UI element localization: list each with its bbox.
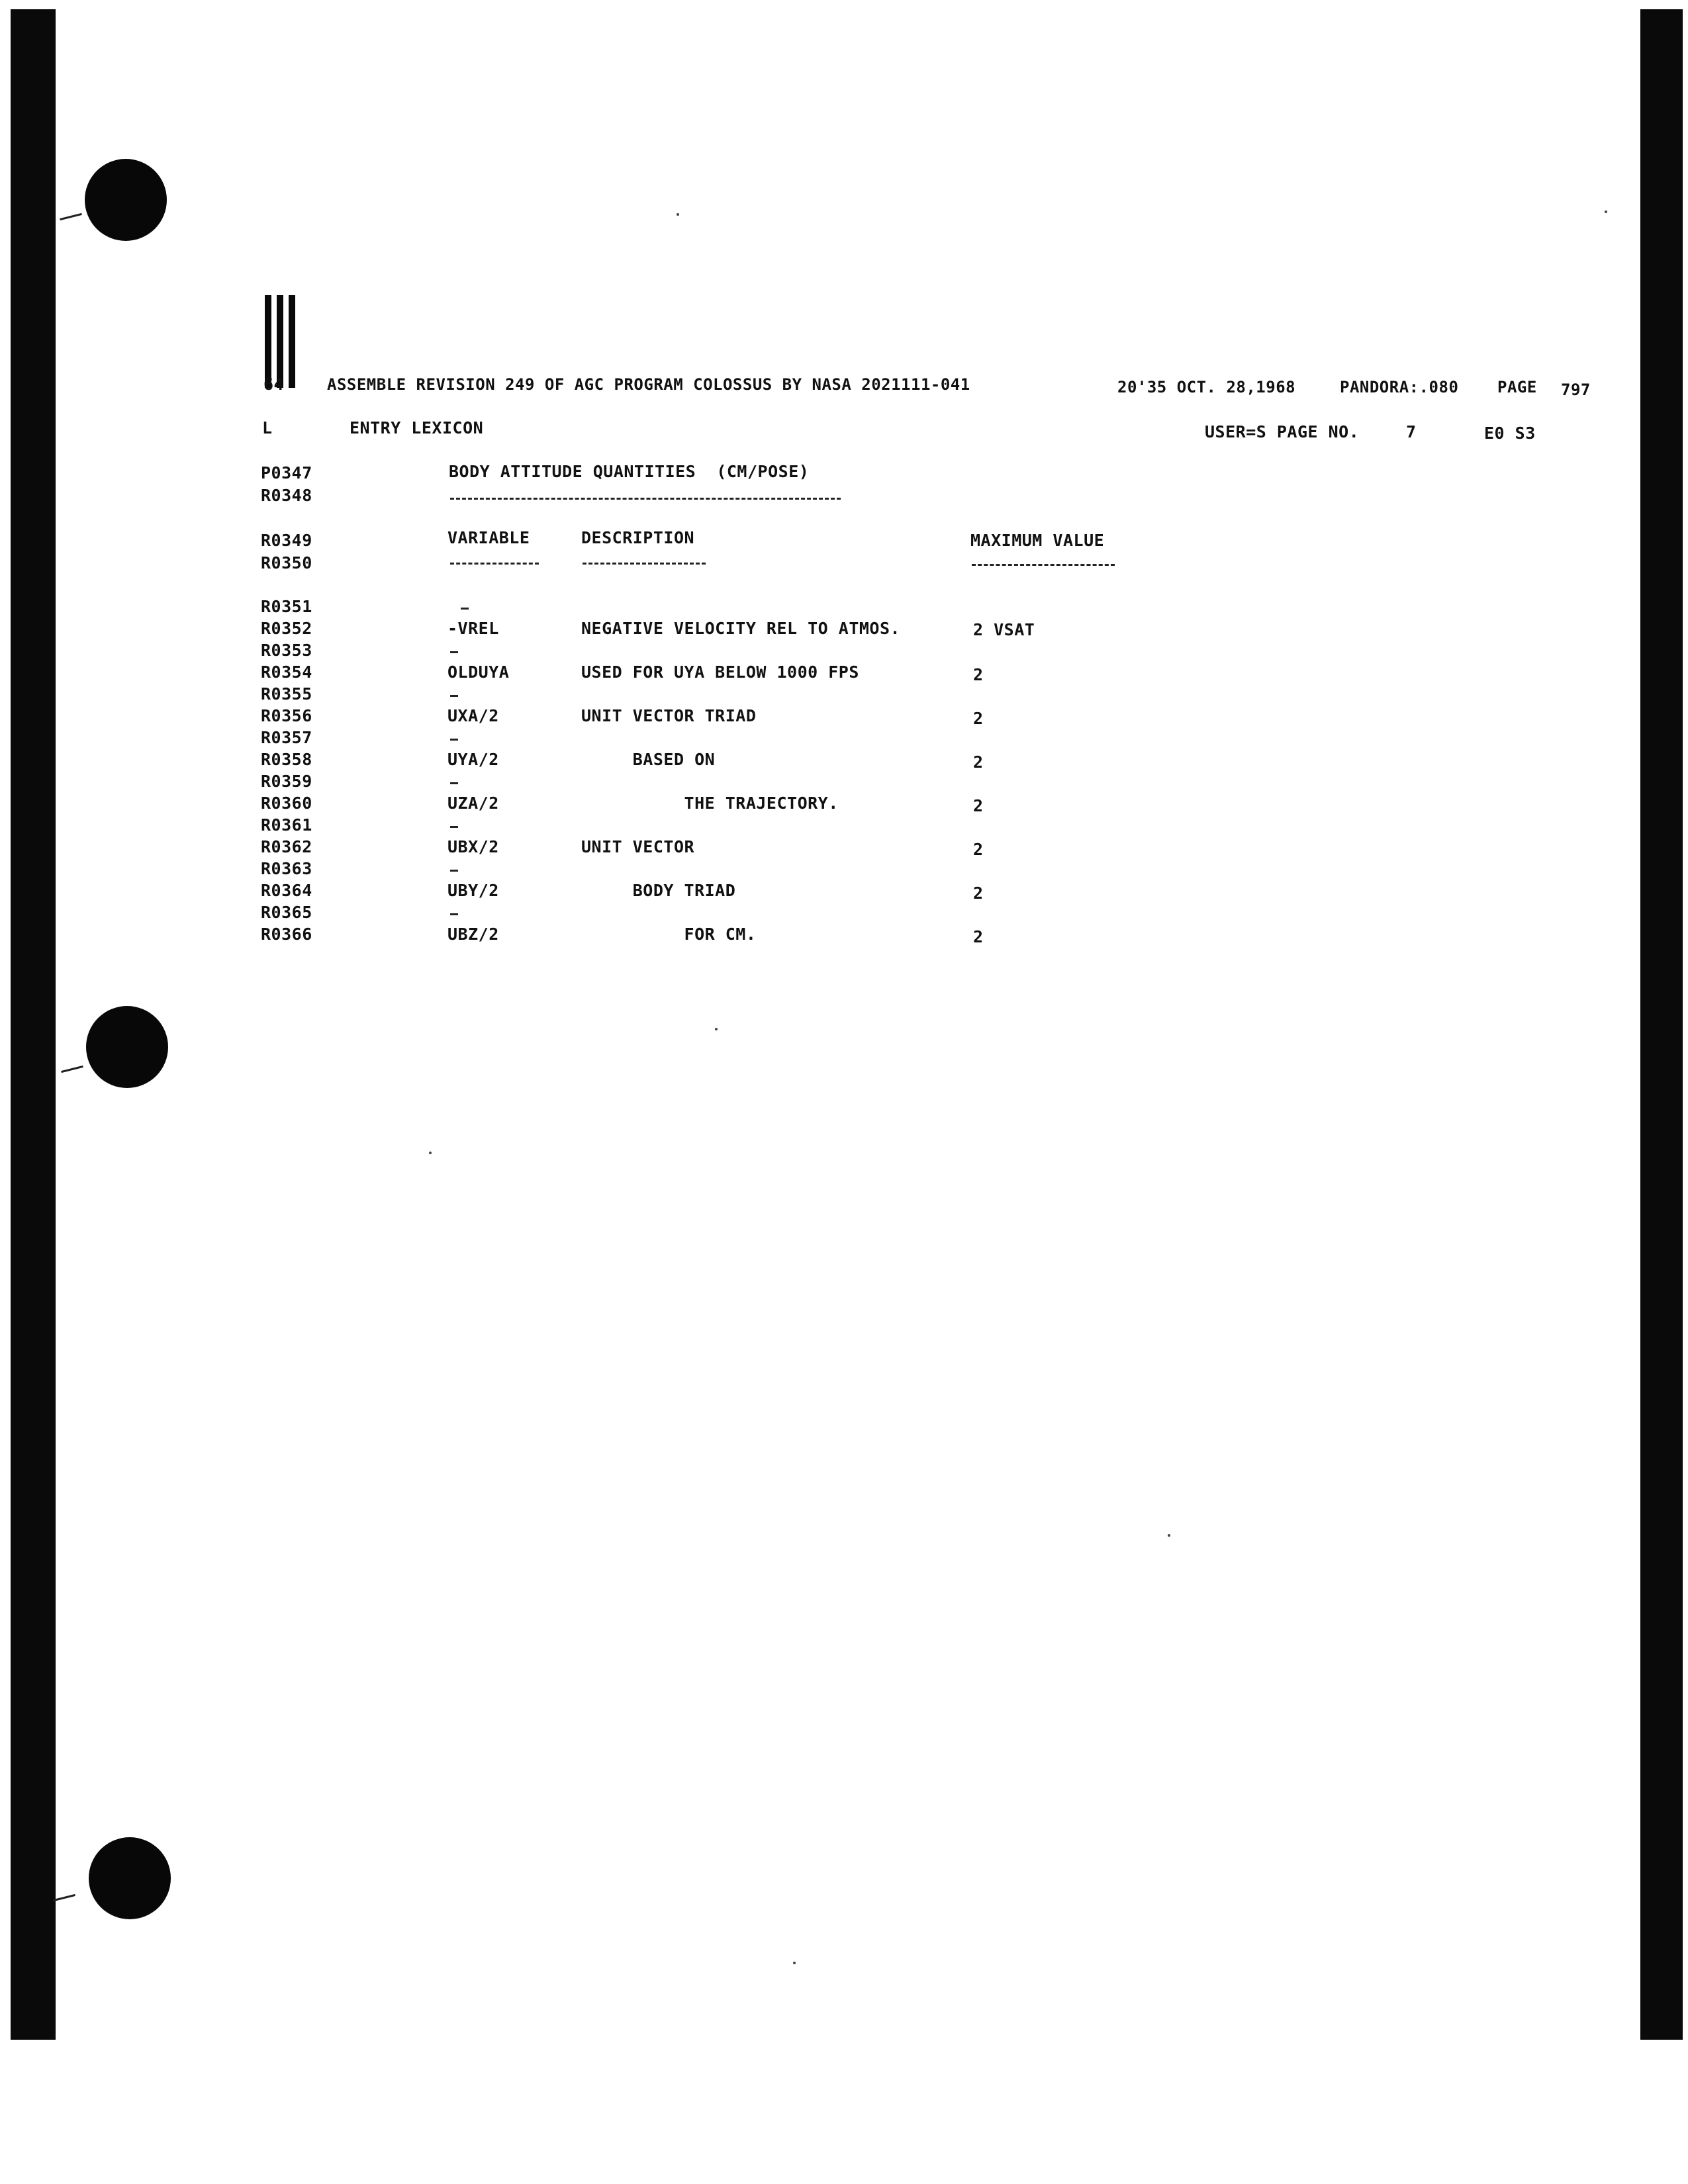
line-id: R0357 xyxy=(261,728,312,747)
line-id: R0364 xyxy=(261,881,312,900)
user-page-label: USER=S PAGE NO. xyxy=(1205,422,1360,441)
variable-cell: UBZ/2 xyxy=(447,925,499,944)
line-id: R0351 xyxy=(261,597,312,616)
dash-mark xyxy=(461,608,469,610)
column-header-maximum-value: MAXIMUM VALUE xyxy=(970,531,1105,550)
page-number: 797 xyxy=(1561,381,1591,399)
description-cell: USED FOR UYA BELOW 1000 FPS xyxy=(581,662,859,682)
line-id: R0360 xyxy=(261,794,312,813)
table-title: BODY ATTITUDE QUANTITIES (CM/POSE) xyxy=(449,462,810,481)
tear-mark xyxy=(61,1066,83,1073)
maximum-cell: 2 xyxy=(973,796,984,815)
scan-speck xyxy=(1605,210,1607,213)
dash-mark xyxy=(450,651,458,653)
variable-cell: OLDUYA xyxy=(447,662,510,682)
pandora-version: PANDORA:.080 xyxy=(1340,378,1459,396)
dash-mark xyxy=(450,782,458,784)
binder-hole-bottom xyxy=(89,1837,171,1919)
description-cell: UNIT VECTOR TRIAD xyxy=(581,706,757,725)
description-cell: NEGATIVE VELOCITY REL TO ATMOS. xyxy=(581,619,901,638)
maximum-cell: 2 xyxy=(973,927,984,946)
scan-speck xyxy=(793,1962,796,1964)
line-id: R0348 xyxy=(261,486,312,505)
header-marker: 64 xyxy=(263,375,285,394)
page-label: PAGE xyxy=(1497,378,1537,396)
variable-cell: UBX/2 xyxy=(447,837,499,856)
line-id: R0366 xyxy=(261,925,312,944)
binder-hole-middle xyxy=(86,1006,168,1088)
line-id: R0363 xyxy=(261,859,312,878)
scan-speck xyxy=(715,1028,718,1030)
line-id: R0359 xyxy=(261,772,312,791)
line-id: R0352 xyxy=(261,619,312,638)
maximum-underline xyxy=(972,564,1115,566)
scan-speck xyxy=(429,1152,432,1154)
maximum-cell: 2 xyxy=(973,752,984,772)
scan-speck xyxy=(677,213,679,216)
maximum-cell: 2 xyxy=(973,665,984,684)
column-header-variable: VARIABLE xyxy=(447,528,530,547)
line-id: R0355 xyxy=(261,684,312,704)
description-cell: BASED ON xyxy=(581,750,716,769)
variable-cell: UZA/2 xyxy=(447,794,499,813)
section-title: ENTRY LEXICON xyxy=(350,418,484,437)
line-id: R0353 xyxy=(261,641,312,660)
dash-mark xyxy=(450,739,458,741)
dash-mark xyxy=(450,913,458,915)
left-edge-shadow xyxy=(11,9,56,2040)
variable-cell: UBY/2 xyxy=(447,881,499,900)
line-id: R0349 xyxy=(261,531,312,550)
scan-speck xyxy=(1168,1534,1170,1537)
maximum-cell: 2 xyxy=(973,840,984,859)
right-edge-shadow xyxy=(1640,9,1683,2040)
line-id: R0365 xyxy=(261,903,312,922)
description-cell: THE TRAJECTORY. xyxy=(581,794,839,813)
line-id: R0358 xyxy=(261,750,312,769)
line-id: R0362 xyxy=(261,837,312,856)
variable-cell: UYA/2 xyxy=(447,750,499,769)
variable-cell: -VREL xyxy=(447,619,499,638)
dash-mark xyxy=(450,870,458,872)
listing-letter: L xyxy=(262,418,273,437)
user-page-number: 7 xyxy=(1406,422,1417,441)
section-code: E0 S3 xyxy=(1484,424,1536,443)
description-cell: UNIT VECTOR xyxy=(581,837,695,856)
tear-mark xyxy=(53,1894,75,1901)
title-underline xyxy=(450,498,841,500)
description-cell: BODY TRIAD xyxy=(581,881,736,900)
maximum-cell: 2 xyxy=(973,884,984,903)
description-underline xyxy=(583,563,706,565)
line-id: R0361 xyxy=(261,815,312,835)
dash-mark xyxy=(450,695,458,697)
line-id: R0350 xyxy=(261,553,312,572)
tear-mark xyxy=(60,213,82,220)
line-id: P0347 xyxy=(261,463,312,482)
maximum-cell: 2 xyxy=(973,709,984,728)
dash-mark xyxy=(450,826,458,828)
line-id: R0354 xyxy=(261,662,312,682)
print-timestamp: 20'35 OCT. 28,1968 xyxy=(1117,378,1296,396)
maximum-cell: 2 VSAT xyxy=(973,620,1035,639)
assembly-line: ASSEMBLE REVISION 249 OF AGC PROGRAM COLOSSUS BY NASA 2021111-041 xyxy=(327,375,970,394)
variable-underline xyxy=(450,563,539,565)
description-cell: FOR CM. xyxy=(581,925,757,944)
binder-hole-top xyxy=(85,159,167,241)
column-header-description: DESCRIPTION xyxy=(581,528,695,547)
variable-cell: UXA/2 xyxy=(447,706,499,725)
line-id: R0356 xyxy=(261,706,312,725)
